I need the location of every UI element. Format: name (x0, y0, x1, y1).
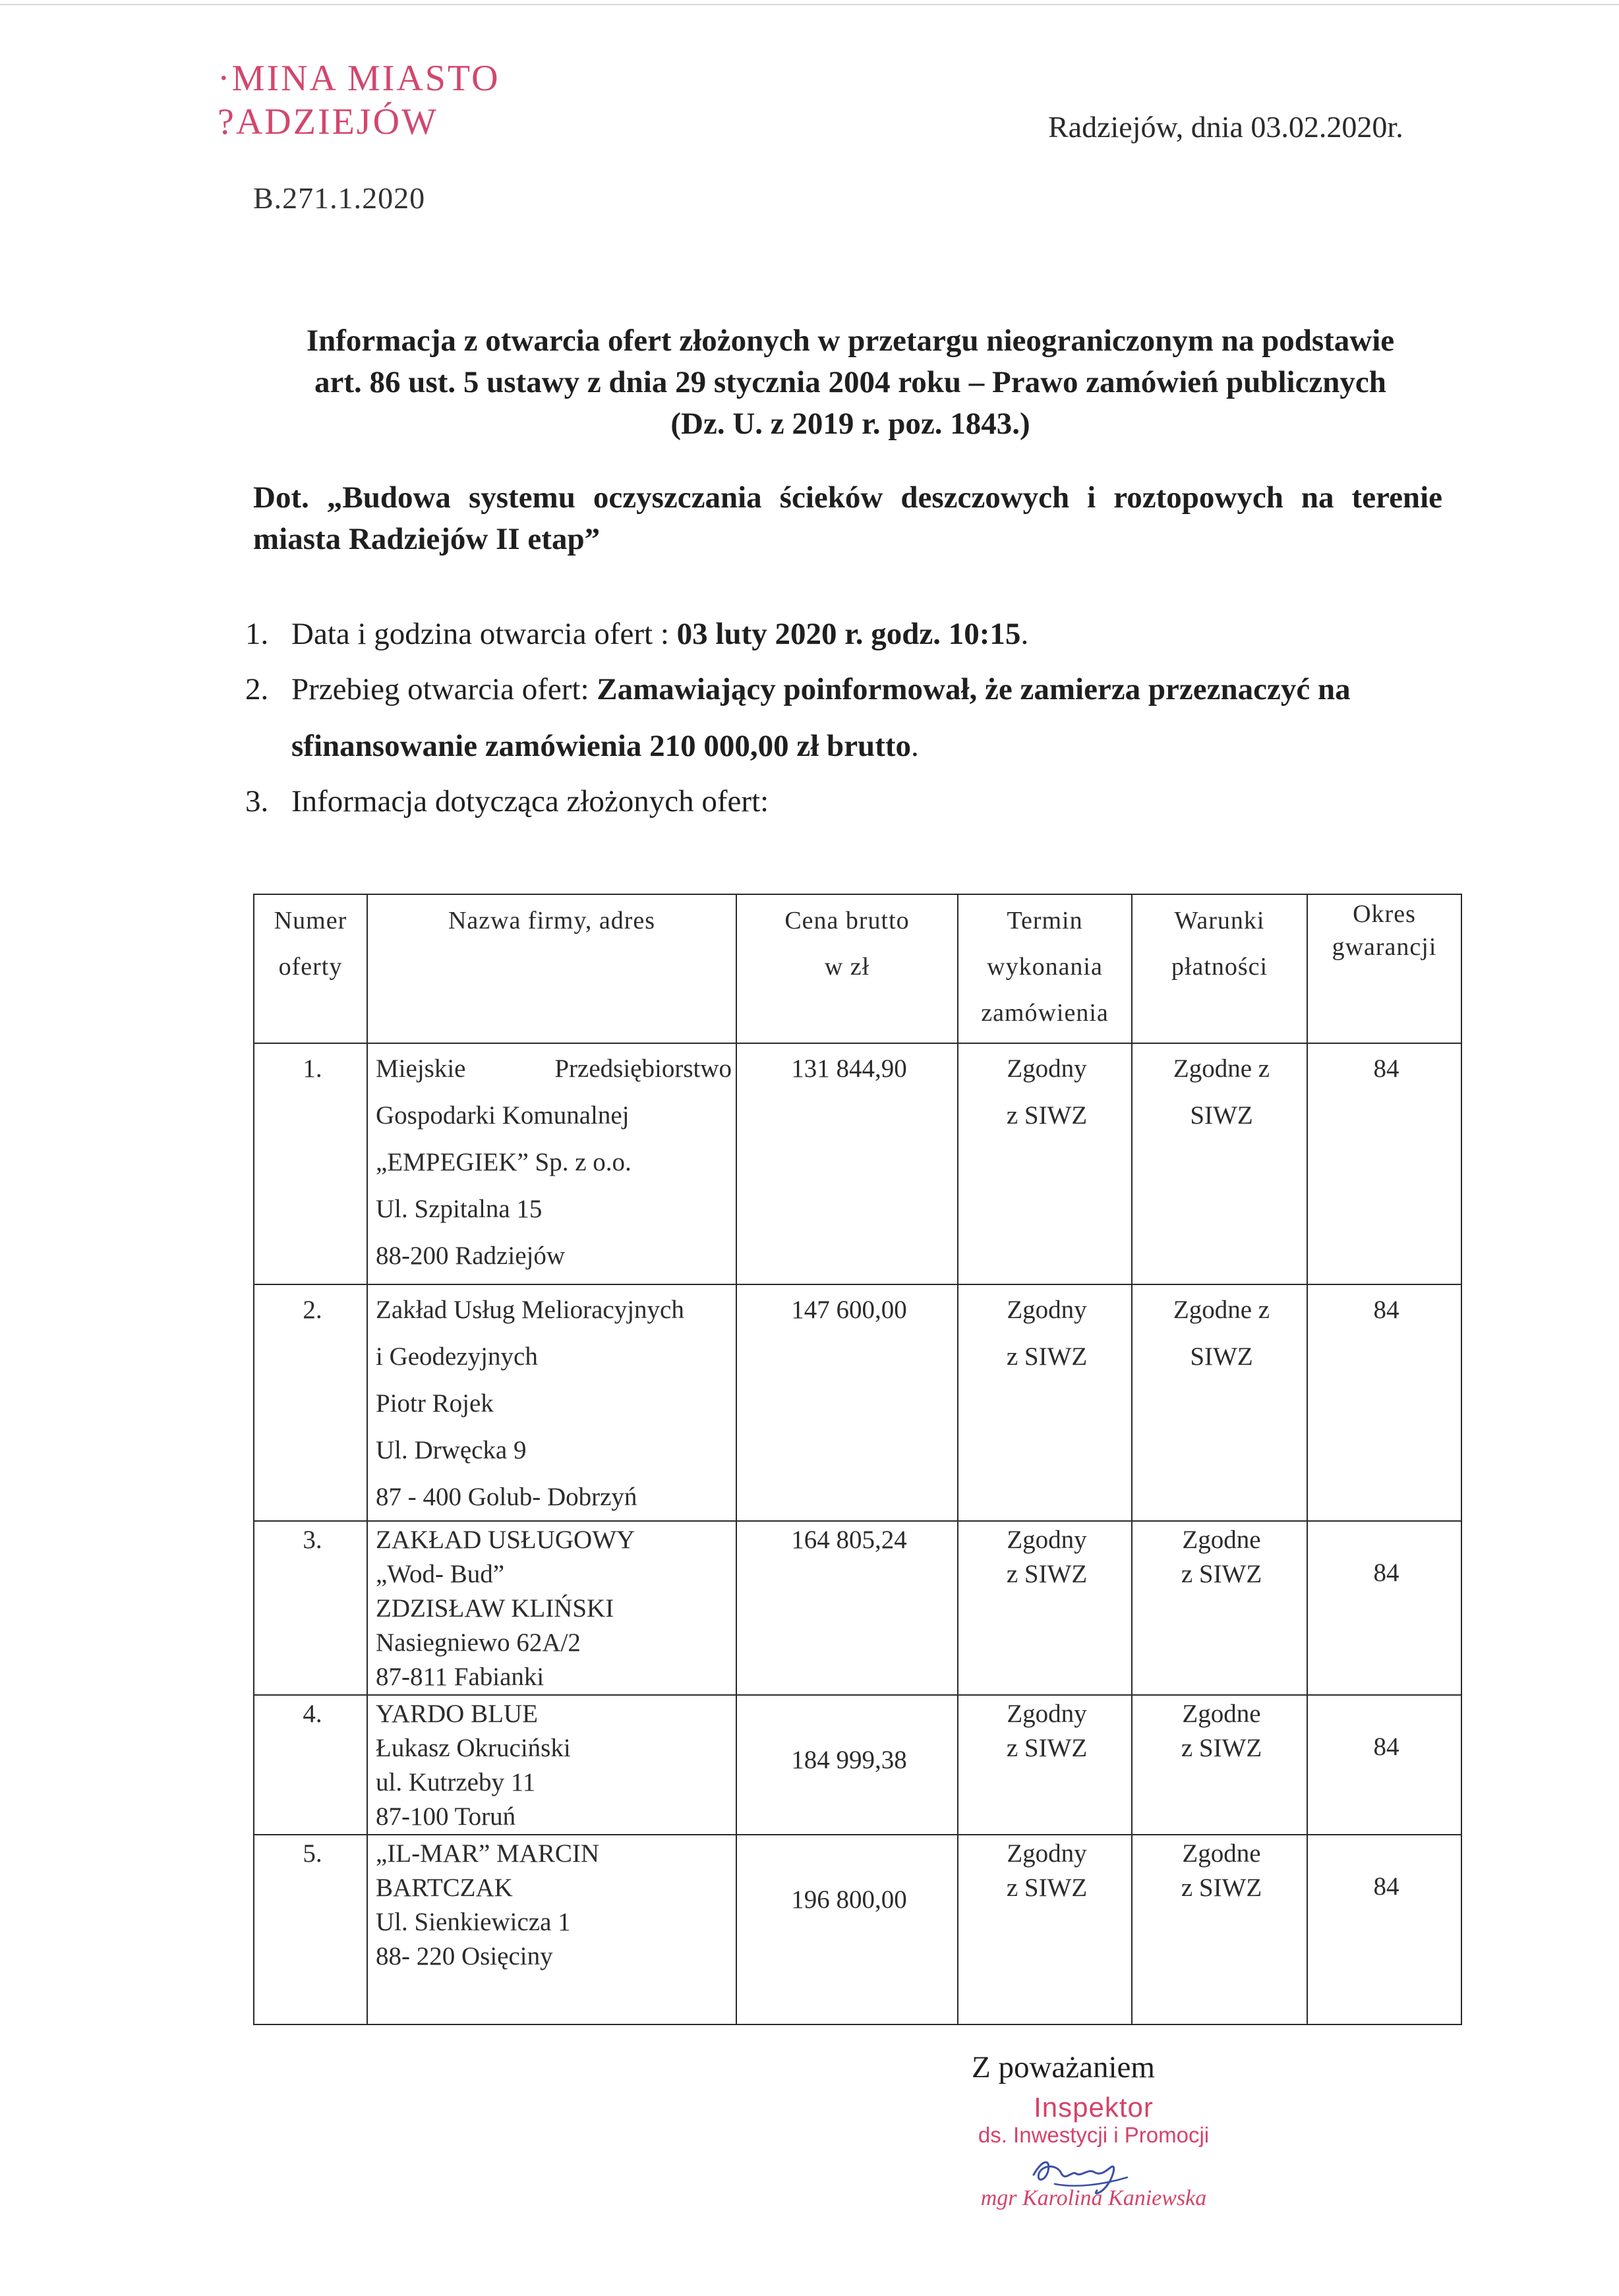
company-line: 87-100 Toruń (376, 1802, 516, 1831)
term-line: z SIWZ (1006, 1874, 1088, 1902)
company-line: 88- 220 Osięciny (376, 1942, 553, 1970)
payment-terms (1132, 1521, 1307, 1695)
offer-number: 2. (254, 1284, 367, 1521)
subject-line: Dot. „Budowa systemu oczyszczania ścieków deszczowych i roztopowych na terenie miasta Radziejów II etap” (253, 480, 1442, 556)
price-gross: 164 805,24 (736, 1521, 958, 1695)
payment-line: z SIWZ (1181, 1734, 1262, 1762)
term-compliance (958, 1284, 1132, 1521)
term-line: Zgodny (1007, 1700, 1087, 1728)
header-payment (1132, 894, 1307, 1043)
term-line: z SIWZ (1006, 1342, 1088, 1371)
header-text: Termin (1007, 907, 1083, 934)
company-line: ZDZISŁAW KLIŃSKI (376, 1594, 614, 1622)
warranty-period: 84 (1307, 1695, 1461, 1835)
closing-salutation: Z poważaniem (972, 2050, 1155, 2084)
reference-number: B.271.1.2020 (253, 181, 426, 215)
item-tail: . (1020, 617, 1029, 651)
company-address (367, 1043, 736, 1284)
table-header-row (254, 894, 1461, 1043)
item-number: 1. (245, 617, 269, 651)
term-compliance (958, 1695, 1132, 1835)
company-line: Ul. Szpitalna 15 (376, 1195, 543, 1223)
header-company (367, 894, 736, 1043)
company-line: i Geodezyjnych (376, 1342, 538, 1371)
term-line: z SIWZ (1006, 1734, 1088, 1762)
term-line: Zgodny (1007, 1839, 1087, 1868)
header-text: Numer (274, 907, 347, 934)
stamp-name: mgr Karolina Kaniewska (980, 2186, 1207, 2210)
term-line: Zgodny (1007, 1296, 1087, 1324)
warranty-period: 84 (1307, 1284, 1461, 1521)
warranty-period: 84 (1307, 1043, 1461, 1284)
company-line: Ul. Sienkiewicza 1 (376, 1908, 571, 1936)
term-compliance (958, 1043, 1132, 1284)
offer-number: 4. (254, 1695, 367, 1835)
payment-line: Zgodne (1182, 1839, 1261, 1868)
header-offer-number (254, 894, 367, 1043)
term-compliance (958, 1521, 1132, 1695)
title-line-1: Informacja z otwarcia ofert złożonych w przetargu nieograniczonym na podstawie (306, 324, 1395, 358)
payment-line: Zgodne (1182, 1526, 1261, 1554)
payment-terms (1132, 1695, 1307, 1835)
opening-datetime: 03 luty 2020 r. godz. 10:15 (676, 617, 1021, 651)
company-address (367, 1521, 736, 1695)
company-line: YARDO BLUE (376, 1700, 538, 1728)
header-text: płatności (1171, 953, 1268, 981)
header-text: w zł (824, 953, 870, 981)
scan-edge-line (0, 4, 1619, 5)
company-address (367, 1835, 736, 2024)
payment-line: Zgodne (1182, 1700, 1261, 1728)
table-row (254, 1835, 1461, 2024)
company-line: 87 - 400 Golub- Dobrzyń (376, 1483, 637, 1511)
payment-terms (1132, 1284, 1307, 1521)
budget-statement-line-2: sfinansowanie zamówienia 210 000,00 zł brutto (291, 729, 911, 763)
company-line: „IL-MAR” MARCIN (376, 1839, 600, 1868)
term-line: Zgodny (1007, 1526, 1087, 1554)
header-text: Warunki (1174, 907, 1265, 934)
term-line: z SIWZ (1006, 1560, 1088, 1588)
company-line: Łukasz Okruciński (376, 1734, 571, 1762)
term-compliance (958, 1835, 1132, 2024)
warranty-period: 84 (1307, 1521, 1461, 1695)
header-text: Okres (1353, 900, 1416, 928)
payment-line: Zgodne z (1173, 1296, 1270, 1324)
company-line: Piotr Rojek (376, 1389, 494, 1418)
company-line: Gospodarki Komunalnej (376, 1101, 630, 1130)
company-line: „Wod- Bud” (376, 1560, 505, 1588)
header-warranty (1307, 894, 1461, 1043)
price-gross: 147 600,00 (736, 1284, 958, 1521)
header-text: wykonania (987, 953, 1103, 981)
header-text: oferty (278, 953, 343, 981)
item-number: 2. (245, 672, 269, 706)
company-address (367, 1284, 736, 1521)
stamp-line-1: ·MINA MIASTO (218, 58, 500, 99)
offer-number: 1. (254, 1043, 367, 1284)
header-text: gwarancji (1332, 933, 1437, 961)
company-line: BARTCZAK (376, 1874, 513, 1902)
item-label: Informacja dotycząca złożonych ofert: (291, 784, 769, 818)
item-label: Data i godzina otwarcia ofert : (291, 617, 677, 651)
table-row (254, 1043, 1461, 1284)
payment-line: SIWZ (1190, 1101, 1253, 1130)
header-text: Cena brutto (784, 907, 910, 934)
payment-terms (1132, 1043, 1307, 1284)
warranty-period: 84 (1307, 1835, 1461, 2024)
table-row (254, 1521, 1461, 1695)
company-line: 87-811 Fabianki (376, 1663, 545, 1691)
header-price (736, 894, 958, 1043)
header-text: zamówienia (981, 999, 1109, 1027)
offers-table (253, 894, 1462, 2025)
stamp-department: ds. Inwestycji i Promocji (978, 2123, 1210, 2147)
item-tail: . (911, 729, 919, 763)
term-line: Zgodny (1007, 1054, 1087, 1083)
payment-line: z SIWZ (1181, 1560, 1262, 1588)
office-stamp (218, 57, 500, 144)
header-text: Nazwa firmy, adres (448, 907, 656, 934)
offer-number: 5. (254, 1835, 367, 2024)
company-line: 88-200 Radziejów (376, 1242, 566, 1270)
payment-line: z SIWZ (1181, 1874, 1262, 1902)
price-gross: 184 999,38 (736, 1695, 958, 1835)
place-date: Radziejów, dnia 03.02.2020r. (1048, 110, 1403, 144)
price-gross: 196 800,00 (736, 1835, 958, 2024)
stamp-line-2: ?ADZIEJÓW (218, 101, 438, 142)
company-line: Zakład Usług Melioracyjnych (376, 1296, 684, 1324)
table-row (254, 1695, 1461, 1835)
company-line: ul. Kutrzeby 11 (376, 1768, 536, 1796)
payment-terms (1132, 1835, 1307, 2024)
price-gross: 131 844,90 (736, 1043, 958, 1284)
title-line-2: art. 86 ust. 5 ustawy z dnia 29 stycznia 2004 roku – Prawo zamówień publicznych (314, 365, 1386, 399)
stamp-position: Inspektor (1034, 2092, 1154, 2123)
item-number: 3. (245, 784, 269, 818)
header-term (958, 894, 1132, 1043)
document-title (250, 320, 1450, 445)
list-item (245, 670, 1458, 762)
company-line: ZAKŁAD USŁUGOWY (376, 1526, 635, 1554)
handwritten-signature (1028, 2144, 1134, 2197)
payment-line: SIWZ (1190, 1342, 1253, 1371)
budget-statement-line-1: Zamawiający poinformował, że zamierza przeznaczyć na (597, 672, 1351, 706)
company-line: Miejskie Przedsiębiorstwo (376, 1054, 732, 1083)
company-line: Nasiegniewo 62A/2 (376, 1628, 581, 1657)
company-address (367, 1695, 736, 1835)
offer-number: 3. (254, 1521, 367, 1695)
company-line: „EMPEGIEK” Sp. z o.o. (376, 1148, 632, 1176)
title-line-3: (Dz. U. z 2019 r. poz. 1843.) (670, 407, 1030, 441)
item-label: Przebieg otwarcia ofert: (291, 672, 597, 706)
table-row (254, 1284, 1461, 1521)
term-line: z SIWZ (1006, 1101, 1088, 1130)
payment-line: Zgodne z (1173, 1054, 1270, 1083)
company-line: Ul. Drwęcka 9 (376, 1436, 527, 1464)
